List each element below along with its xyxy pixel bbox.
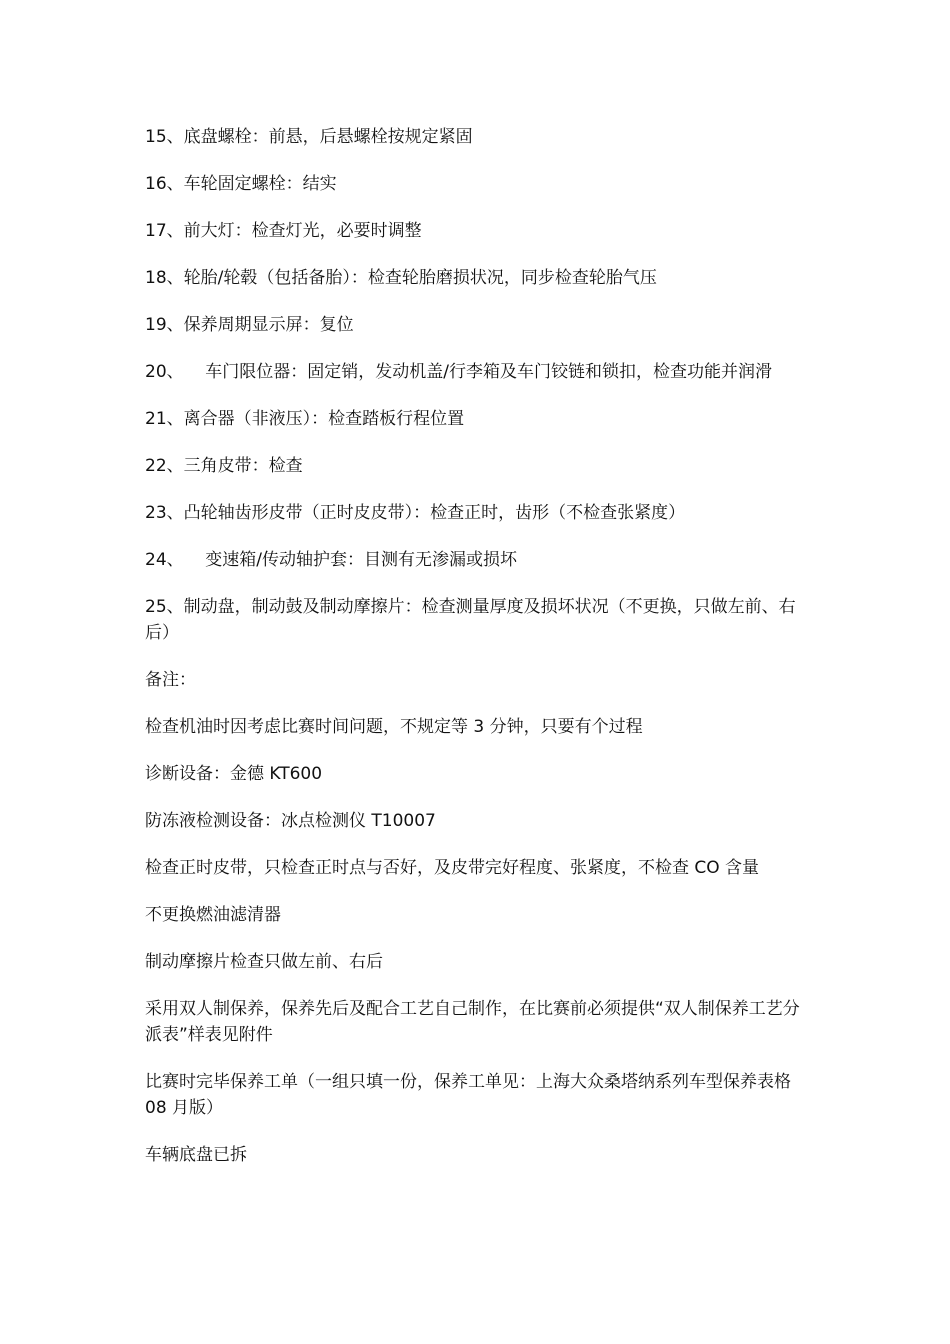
item-23: 23、凸轮轴齿形皮带（正时皮皮带）：检查正时，齿形（不检查张紧度） [145,503,686,523]
note-antifreeze-device: 防冻液检测设备：冰点检测仪 T10007 [145,811,436,831]
note-timing-belt: 检查正时皮带，只检查正时点与否好，及皮带完好程度、张紧度，不检查 CO 含量 [145,858,760,878]
item-21: 21、离合器（非液压）：检查踏板行程位置 [145,409,465,429]
item-15: 15、底盘螺栓：前悬，后悬螺栓按规定紧固 [145,127,473,147]
notes-heading: 备注： [145,670,196,690]
note-fuel-filter: 不更换燃油滤清器 [145,905,281,925]
note-diagnostic-device: 诊断设备：金德 KT600 [145,764,323,784]
note-work-order: 比赛时完毕保养工单（一组只填一份，保养工单见：上海大众桑塔纳系列车型保养表格 08 月版） [145,1072,797,1118]
document-page [145,124,805,1189]
item-25: 25、制动盘，制动鼓及制动摩擦片：检查测量厚度及损坏状况（不更换，只做左前、右后） [145,597,796,643]
note-oil-check: 检查机油时因考虑比赛时间问题，不规定等 3 分钟，只要有个过程 [145,717,643,737]
note-chassis: 车辆底盘已拆 [145,1145,247,1165]
item-22: 22、三角皮带：检查 [145,456,303,476]
note-two-person-maintenance: 采用双人制保养，保养先后及配合工艺自己制作，在比赛前必须提供“双人制保养工艺分派表”样表见附件 [145,999,800,1045]
item-16: 16、车轮固定螺栓：结实 [145,174,337,194]
item-24: 24、 变速箱/传动轴护套：目测有无渗漏或损坏 [145,550,517,570]
item-18: 18、轮胎/轮毂（包括备胎）：检查轮胎磨损状况，同步检查轮胎气压 [145,268,657,288]
item-17: 17、前大灯：检查灯光，必要时调整 [145,221,422,241]
item-20: 20、 车门限位器：固定销，发动机盖/行李箱及车门铰链和锁扣，检查功能并润滑 [145,362,772,382]
note-brake-pads: 制动摩擦片检查只做左前、右后 [145,952,383,972]
item-19: 19、保养周期显示屏：复位 [145,315,354,335]
